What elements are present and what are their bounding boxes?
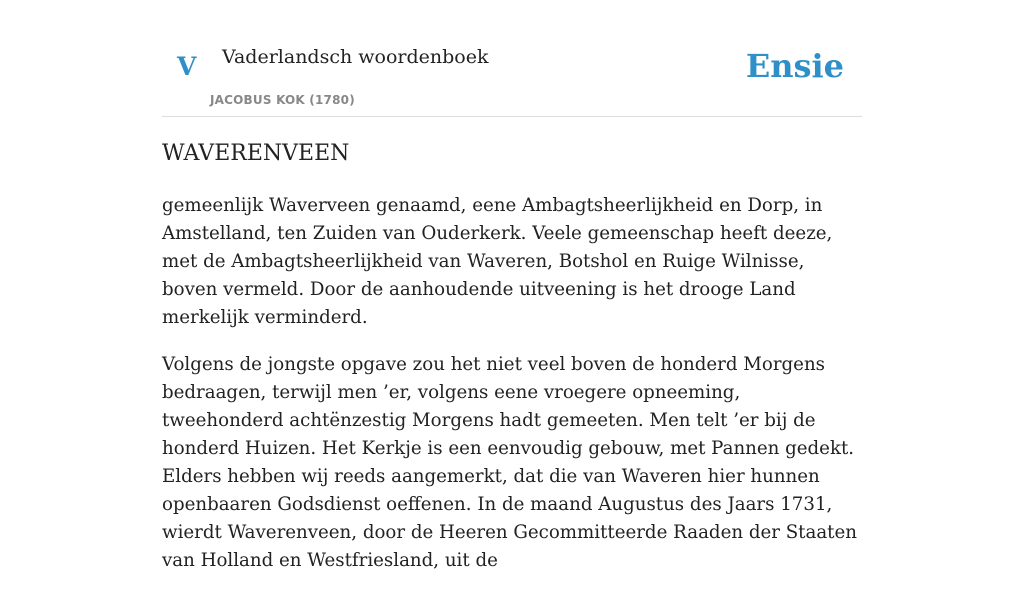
- author-link[interactable]: JACOBUS KOK (1780): [210, 93, 355, 107]
- entry-title: WAVERENVEEN: [162, 141, 350, 166]
- book-title-link[interactable]: Vaderlandsch woordenboek: [222, 46, 489, 68]
- ensie-logo-link[interactable]: Ensie: [745, 47, 844, 85]
- header: [162, 0, 862, 117]
- entry-body: [162, 192, 862, 594]
- entry-paragraph-2: Volgens de jongste opgave zou het niet veel boven de honderd Morgens bedraagen, terwijl men ’er, volgens eene vroegere opneeming, tweehonderd achtënzestig Morgens hadt gemeeten. Men telt ’er bij de honderd Huizen. Het Kerkje is een eenvoudig gebouw, met Pannen gedekt. Elders hebben wij reeds aangemerkt, dat die van Waveren hier hunnen openbaaren Godsdienst oeffenen. In de maand Augustus des Jaars 1731, wierdt Waverenveen, door de Heeren Gecommitteerde Raaden der Staaten van Holland en Westfriesland, uit de: [162, 354, 857, 571]
- book-letter-badge[interactable]: V: [177, 52, 197, 81]
- entry-paragraph-1: gemeenlijk Waverveen genaamd, eene Ambagtsheerlijkheid en Dorp, in Amstelland, ten Zuiden van Ouderkerk. Veele gemeenschap heeft deeze, met de Ambagtsheerlijkheid van Waveren, Botshol en Ruige Wilnisse, boven vermeld. Door de aanhoudende uitveening is het drooge Land merkelijk verminderd.: [162, 195, 833, 328]
